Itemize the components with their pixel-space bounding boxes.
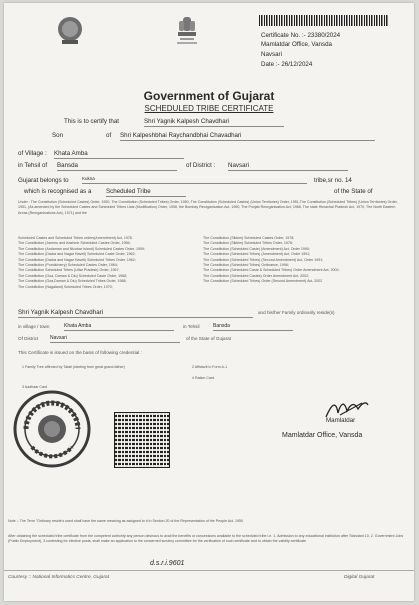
order-left: The Constitution (Pondicherry) Scheduled Castes Order, 1964; bbox=[18, 263, 118, 268]
signatory-office: Mamlatdar Office, Vansda bbox=[282, 432, 363, 439]
certificate-number: Certificate No. :- 23380/2024 bbox=[261, 32, 341, 39]
order-right: The Constitution (Scheduled Tribes) (Amendment) Act, Order 1991; bbox=[203, 252, 311, 257]
courtesy-text: Courtesy :: National Informatics Centre, Gujarat bbox=[8, 575, 110, 580]
header-office: Mamlatdar Office, Vansda bbox=[261, 41, 332, 48]
state-suffix: of the State of bbox=[334, 188, 373, 195]
order-left: The Constitution (Nagaland) Scheduled Tribes Order, 1970; bbox=[18, 284, 113, 289]
header-district: Navsari bbox=[261, 51, 282, 58]
order-right: The Constitution (Sikkim) Scheduled Castes Order, 1978; bbox=[203, 236, 295, 240]
of-state-label: of the State of Gujarat bbox=[186, 336, 231, 341]
village-value: Khata Amba bbox=[54, 150, 184, 159]
order-left: The Constitution (Goa,Daman & Diu) Scheduled Tribes Order, 1968; bbox=[18, 279, 127, 284]
signatory-title: Mamlatdar bbox=[326, 417, 356, 424]
order-right: The Constitution (Scheduled Tribes) Order (Second Amendment) Act, 2002 bbox=[203, 279, 323, 284]
tribe-sr: tribe,sr no. 14 bbox=[314, 177, 352, 184]
order-left: The Constitution (Jammu and Kashmir Scheduled Castes Order, 1956; bbox=[18, 241, 131, 246]
recognised-value: Scheduled Tribe bbox=[106, 188, 186, 197]
gujarat-emblem-icon bbox=[56, 16, 84, 46]
order-right: The Constitution (Scheduled Tribes) Ordinance, 1996; bbox=[203, 263, 289, 268]
belongs-label: Gujarat belongs to bbox=[18, 177, 69, 184]
order-right: The Constitution (Scheduled Caste) (Amendment) Act, Order 1990; bbox=[203, 246, 310, 251]
order-right: The Constitution (Scheduled Castes) Order Amendment Act, 2002; bbox=[203, 273, 310, 278]
orders-right bbox=[203, 236, 403, 285]
office-seal bbox=[12, 389, 92, 469]
order-left: The Constitution (Andaman and Nicobar Island) Scheduled Castes Order, 1959; bbox=[18, 246, 146, 251]
son-label: Son bbox=[52, 132, 64, 139]
res-taluka: Bansda bbox=[213, 322, 293, 331]
resident-name: Shri Yagnik Kalpesh Chavdhari bbox=[18, 309, 253, 318]
district-label: of District : bbox=[186, 162, 216, 169]
in-taluka-label: in Tehsil bbox=[183, 324, 200, 329]
of-district-label: Of District bbox=[18, 336, 39, 341]
res-village: Khata Amba bbox=[64, 322, 174, 331]
order-left: The Constitution Scheduled Tribes (Uttar Pradesh) Order, 1967; bbox=[18, 268, 120, 273]
credential-item: 3 Aadhaar Card bbox=[22, 385, 48, 389]
taluka-label: in Tehsil of bbox=[18, 162, 48, 169]
certificate-title: SCHEDULED TRIBE CERTIFICATE bbox=[144, 104, 274, 113]
footer-note: Note :- The Term "Ordinary reside's used shall have the same meaning as assigned to it in Section 20 of the Representation of the People Act, 1950 bbox=[8, 519, 243, 523]
barcode bbox=[259, 15, 389, 26]
certificate-page bbox=[4, 3, 414, 601]
handwritten-note: d.s.r.i.9601 bbox=[150, 560, 185, 567]
in-village-label: in village / town bbox=[18, 324, 50, 329]
certify-label: This is to certify that bbox=[64, 118, 120, 125]
res-district: Navsari bbox=[50, 334, 180, 343]
of-label: of bbox=[106, 132, 112, 139]
ashoka-emblem-icon bbox=[174, 14, 200, 48]
order-left: The Constitution (Dadra and Nagar Haveli) Scheduled Caste Order, 1962; bbox=[18, 252, 136, 257]
footer-divider bbox=[4, 570, 414, 571]
tribe-name: Kukna bbox=[82, 175, 307, 184]
orders-left bbox=[18, 236, 198, 290]
father-name: Shri Kalpeshbhai Raychandbhai Chavadhari bbox=[120, 132, 375, 141]
under-paragraph: Under : The Constitution (Scheduled Castes) Order, 1950, The Constitution (Scheduled Tribes) Order, 1950, The Constitution (Scheduled Castes) (Union Territories) Order, 1951,The Constitution (Scheduled Tribes) (Union Territories) Order, 1951, (As amended by the Scheduled Castes and Scheduled Tribes Lists (Modification) Order, 1956, the Bombay Reorganisation Act, 1960, The Punjab Reorganisation Act, 1966, The state Himachal Pradesh Act, 1970, The North Eastern Areas (Reorganisations Act), 1971) and the bbox=[18, 200, 398, 215]
validity-paragraph: After obtaining the scheduled tribe certificate from the competent authority any person desirous to avail the benefits or concessions available to the scheduled tribe i.e. 1. Admission to any educational institution after Standard 10, 2. Government Jobs (Public Employment), 3.contesting for elective posts, shall make an application to the concerned scrutiny committee for the verification of such certificate and to obtain the validity certificate bbox=[8, 534, 404, 544]
family-suffix: and his/her Family ordinarily reside(s) bbox=[258, 310, 335, 315]
digital-gujarat-text: Digital Gujarat bbox=[344, 575, 375, 580]
order-left: The Constitution (Dadra and Nagar Haveli) Scheduled Tribes Order, 1962; bbox=[18, 257, 136, 262]
person-name: Shri Yagnik Kalpesh Chavdhari bbox=[144, 118, 284, 127]
village-label: of Village : bbox=[18, 150, 47, 157]
government-title: Government of Gujarat bbox=[143, 89, 275, 103]
order-right: The Constitution (Scheduled Tribes) (Second Amendment) Act, Order 1991; bbox=[203, 257, 324, 262]
order-left: Scheduled Castes and Scheduled Tribes orders(Amendment) Act, 1976 bbox=[18, 236, 132, 240]
credential-item: 1 Family Tree affirmed by Talati (starting from great grand-father) bbox=[22, 365, 125, 369]
credential-item: 4 Ration Card bbox=[192, 376, 215, 380]
order-right: The Constitution (Sikkim) Scheduled Tribes Order, 1978; bbox=[203, 241, 293, 246]
header-date: Date :- 26/12/2024 bbox=[261, 61, 313, 68]
basis-label: This Certificate is issued on the basis of following credential : bbox=[18, 350, 142, 355]
order-right: The Constitution (Scheduled Caste & Scheduled Tribes) Order Amendment Act, 2002; bbox=[203, 268, 340, 273]
credential-item: 2 Affidavit in Form A-1 bbox=[192, 365, 228, 369]
district-value: Navsari bbox=[228, 162, 348, 171]
recognised-label: which is recognised as a bbox=[24, 188, 92, 195]
order-left: The Constitution (Goa, Daman & Diu) Scheduled Caste Order, 1968; bbox=[18, 273, 128, 278]
taluka-value: Bansda bbox=[57, 162, 177, 171]
qr-code bbox=[114, 412, 170, 468]
